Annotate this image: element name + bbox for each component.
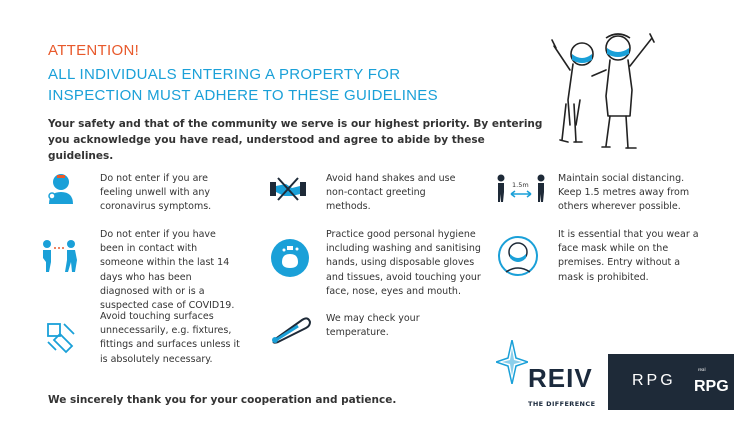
- thermometer-icon: [268, 316, 312, 344]
- guideline-temperature: We may check your temperature.: [326, 313, 420, 339]
- hand-washing-icon: [270, 238, 310, 278]
- rpg-logo-text: RPG: [632, 372, 676, 389]
- guideline-mask: It is essential that you wear a face mask while on the premises. Entry without a mask is prohibited.: [558, 229, 699, 283]
- thank-you-text: We sincerely thank you for your cooperation and patience.: [48, 394, 397, 406]
- rpg-logo-small: real: [698, 367, 706, 372]
- attention-heading: ATTENTION!: [48, 42, 140, 59]
- contact-tracing-icon: [40, 238, 80, 274]
- rpg-logo-bold: RPG: [694, 378, 729, 395]
- guideline-contact: Do not enter if you have been in contact with someone within the last 14 days who has been diagnosed with or is a suspected case of COVID19.: [100, 229, 235, 312]
- celebrating-people-illustration: [540, 20, 670, 160]
- guideline-distancing: Maintain social distancing. Keep 1.5 metres away from others wherever possible.: [558, 173, 690, 213]
- intro-text: Your safety and that of the community we serve is our highest priority. By entering you acknowledge you have read, understood and agree to abide by these guidelines.: [48, 118, 543, 162]
- reiv-logo-text: REIV: [528, 363, 593, 393]
- no-touch-surfaces-icon: [44, 320, 78, 354]
- reiv-tagline: THE DIFFERENCE: [528, 400, 596, 408]
- page-title: ALL INDIVIDUALS ENTERING A PROPERTY FOR INSPECTION MUST ADHERE TO THESE GUIDELINES: [48, 66, 438, 104]
- guideline-hygiene: Practice good personal hygiene including washing and sanitising hands, using disposable gloves and tissues, avoid touching your face, nose, eyes and mouth.: [326, 229, 481, 297]
- guideline-handshakes: Avoid hand shakes and use non-contact greeting methods.: [326, 173, 456, 213]
- sick-person-icon: [44, 170, 78, 204]
- no-handshake-icon: [270, 176, 306, 202]
- distance-label: 1.5m: [512, 181, 529, 189]
- guideline-unwell: Do not enter if you are feeling unwell with any coronavirus symptoms.: [100, 173, 212, 213]
- reiv-star-logo: [496, 340, 528, 384]
- face-mask-icon: [498, 236, 538, 276]
- guideline-surfaces: Avoid touching surfaces unnecessarily, e.g. fixtures, fittings and surfaces unless it is absolutely necessary.: [100, 311, 240, 365]
